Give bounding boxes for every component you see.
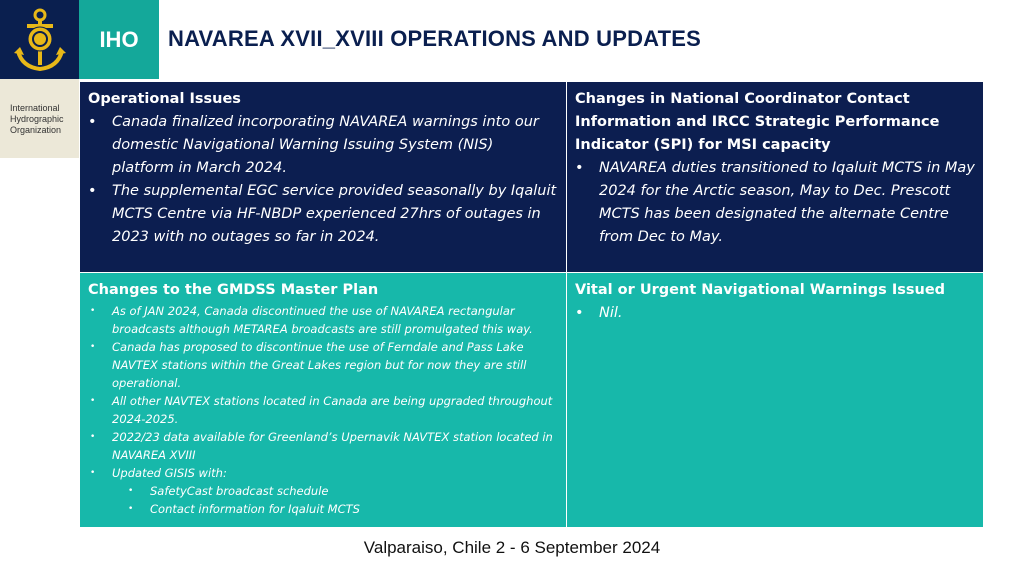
list-item: • 2022/23 data available for Greenland’s Upernavik NAVTEX station located in NAVAREA XVIII	[88, 428, 558, 464]
page-title: NAVAREA XVII_XVIII OPERATIONS AND UPDATES	[168, 26, 702, 51]
list-item: • The supplemental EGC service provided seasonally by Iqaluit MCTS Centre via HF-NBDP experienced 27hrs of outages in 2023 with no outages so far in 2024.	[88, 180, 558, 249]
coordinator-changes-list	[575, 157, 975, 249]
org-name-line-1: International	[10, 103, 60, 113]
org-name-line-3: Organization	[10, 125, 62, 135]
list-item: • As of JAN 2024, Canada discontinued the use of NAVAREA rectangular broadcasts although METAREA broadcasts are still promulgated this way.	[88, 302, 558, 338]
list-item: • All other NAVTEX stations located in Canada are being upgraded throughout 2024-2025.	[88, 392, 558, 428]
list-item: • NAVAREA duties transitioned to Iqaluit MCTS in May 2024 for the Arctic season, May to Dec. Prescott MCTS has been designated the alternate Centre from Dec to May.	[575, 157, 975, 249]
org-name-line-2: Hydrographic	[10, 114, 64, 124]
operational-issues-panel	[80, 82, 566, 272]
coordinator-changes-panel	[567, 82, 983, 272]
iho-logo	[0, 0, 79, 79]
list-item: • Nil.	[575, 302, 975, 325]
gmdss-master-plan-heading: Changes to the GMDSS Master Plan	[88, 282, 379, 298]
sub-list-item: • SafetyCast broadcast schedule	[88, 482, 558, 500]
urgent-warnings-heading: Vital or Urgent Navigational Warnings Issued	[575, 282, 946, 298]
sub-list-item: • Contact information for Iqaluit MCTS	[88, 500, 558, 518]
iho-brand-label: IHO	[79, 0, 159, 79]
anchor-emblem-icon	[12, 7, 68, 73]
coordinator-changes-heading: Changes in National Coordinator Contact Information and IRCC Strategic Performance Indicator (SPI) for MSI capacity	[575, 91, 940, 153]
list-item: • Canada has proposed to discontinue the use of Ferndale and Pass Lake NAVTEX stations within the Great Lakes region but for now they are still operational.	[88, 338, 558, 392]
gmdss-master-plan-panel	[80, 273, 566, 527]
urgent-warnings-panel	[567, 273, 983, 527]
list-item: • Updated GISIS with:	[88, 464, 558, 482]
footer-event-text: Valparaiso, Chile 2 - 6 September 2024	[363, 538, 661, 557]
operational-issues-list	[88, 111, 558, 249]
organization-name	[0, 79, 79, 158]
operational-issues-heading: Operational Issues	[88, 91, 241, 107]
gmdss-master-plan-list	[88, 302, 558, 518]
urgent-warnings-list	[575, 302, 975, 325]
list-item: • Canada finalized incorporating NAVAREA warnings into our domestic Navigational Warning Issuing System (NIS) platform in March 2024.	[88, 111, 558, 180]
